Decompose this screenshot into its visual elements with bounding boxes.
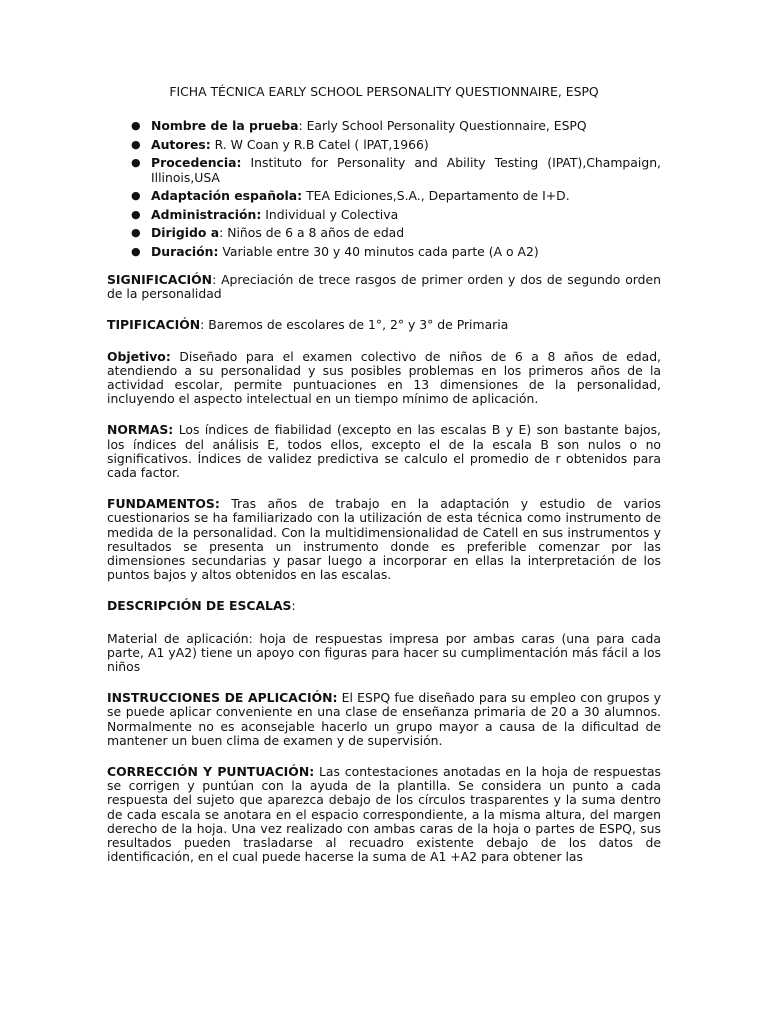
bullet-icon: ●: [131, 189, 141, 202]
section-text: : Apreciación de trece rasgos de primer orden y dos de segundo orden de la personalidad: [107, 272, 661, 302]
section-label: FUNDAMENTOS:: [107, 496, 220, 512]
section-material: [107, 632, 661, 675]
info-label: Administración:: [151, 206, 262, 222]
section-label: SIGNIFICACIÓN: [107, 272, 213, 287]
info-list: [107, 119, 661, 259]
bullet-icon: ●: [131, 244, 141, 258]
info-sep: :: [219, 225, 224, 240]
info-value: Instituto for Personality and Ability Testing (IPAT),Champaign, Illinois,USA: [151, 155, 661, 185]
info-item-nombre: [107, 119, 661, 134]
section-fundamentos: [107, 497, 661, 582]
section-text: Las contestaciones anotadas en la hoja de respuestas se corrigen y puntúan con la ayuda de la plantilla. Se considera un punto a cada respuesta del sujeto que aparezca debajo de los círculos trasparentes y la suma dentro de cada escala se anotara en el espacio correspondiente, a la misma altura, del margen derecho de la hoja. Una vez realizado con ambas caras de la hoja o partes de ESPQ, sus resultados pueden trasladarse al recuadro existente debajo de los datos de identificación, en el cual puede hacerse la suma de A1 +A2 para obtener las: [107, 764, 661, 865]
section-label: INSTRUCCIONES DE APLICACIÓN:: [107, 690, 338, 706]
info-item-administracion: [107, 208, 661, 223]
info-label: Dirigido a: [151, 225, 220, 240]
info-item-autores: [107, 138, 661, 153]
info-label: Duración:: [151, 243, 219, 259]
section-label: NORMAS:: [107, 422, 174, 438]
section-label: CORRECCIÓN Y PUNTUACIÓN:: [107, 764, 315, 780]
info-value: Early School Personality Questionnaire, ESPQ: [302, 118, 587, 133]
section-text: Diseñado para el examen colectivo de niños de 6 a 8 años de edad, atendiendo a su personalidad y sus posibles problemas en los primeros años de la actividad escolar, permite puntuaciones en 13 dimensiones de la personalidad, incluyendo el aspecto intelectual en un tiempo mínimo de aplicación.: [107, 348, 661, 407]
section-tipificacion: [107, 318, 661, 332]
info-item-adaptacion: [107, 189, 661, 204]
section-instrucciones: [107, 691, 661, 748]
section-normas: [107, 423, 661, 480]
info-value: Variable entre 30 y 40 minutos cada parte (A o A2): [218, 243, 539, 259]
info-label: Autores:: [151, 136, 211, 152]
bullet-icon: ●: [131, 137, 141, 151]
section-significacion: [107, 273, 661, 301]
section-text: Material de aplicación: hoja de respuestas impresa por ambas caras (una para cada parte, A1 yA2) tiene un apoyo con figuras para hacer su cumplimentación más fácil a los niños: [107, 630, 661, 675]
section-correccion: [107, 765, 661, 864]
bullet-icon: ●: [131, 119, 141, 132]
section-text: :: [291, 598, 296, 614]
section-text: El ESPQ fue diseñado para su empleo con grupos y se puede aplicar conveniente en una clase de enseñanza primaria de 20 a 30 alumnos. Normalmente no es aconsejable hacerlo un grupo mayor a causa de la dificultad de mantener un buen clima de examen y de supervisión.: [107, 690, 661, 748]
info-item-duracion: [107, 245, 661, 260]
info-value: TEA Ediciones,S.A., Departamento de I+D.: [302, 188, 570, 203]
document-page: [107, 84, 661, 882]
info-value: R. W Coan y R.B Catel ( lPAT,1966): [210, 136, 429, 152]
section-label: DESCRIPCIÓN DE ESCALAS: [107, 598, 292, 614]
section-text: Tras años de trabajo en la adaptación y estudio de varios cuestionarios se ha familiarizado con la utilización de esta técnica como instrumento de medida de la personalidad. Con la multidimensionalidad de Catell en sus instrumentos y resultados se presenta un instrumento donde es preferible comenzar por las dimensiones secundarias y pasar luego a incorporar en ellas la interpretación de los puntos bajos y altos obtenidos en las escalas.: [107, 496, 661, 583]
info-value: Individual y Colectiva: [261, 206, 399, 222]
section-descripcion: [107, 599, 661, 613]
info-label: Nombre de la prueba: [151, 118, 299, 133]
section-text: Los índices de fiabilidad (excepto en las escalas B y E) son bastante bajos, los índices del análisis E, todos ellos, excepto el de la escala B son nulos o no significativos. Índices de validez predictiva se calculo el promedio de r obtenidos para cada factor.: [107, 422, 661, 481]
bullet-icon: ●: [131, 156, 141, 169]
info-item-procedencia: [107, 156, 661, 185]
section-text: : Baremos de escolares de 1°, 2° y 3° de Primaria: [200, 317, 509, 333]
info-label: Adaptación española:: [151, 188, 303, 203]
section-label: TIPIFICACIÓN: [107, 317, 201, 333]
section-objetivo: [107, 350, 661, 407]
document-title: FICHA TÉCNICA EARLY SCHOOL PERSONALITY QUESTIONNAIRE, ESPQ: [169, 84, 599, 99]
info-label: Procedencia:: [151, 155, 242, 170]
bullet-icon: ●: [131, 226, 141, 239]
info-value: Niños de 6 a 8 años de edad: [223, 225, 405, 240]
info-sep: :: [298, 118, 303, 133]
section-label: Objetivo:: [107, 348, 171, 364]
info-item-dirigido: [107, 226, 661, 241]
bullet-icon: ●: [131, 207, 141, 221]
